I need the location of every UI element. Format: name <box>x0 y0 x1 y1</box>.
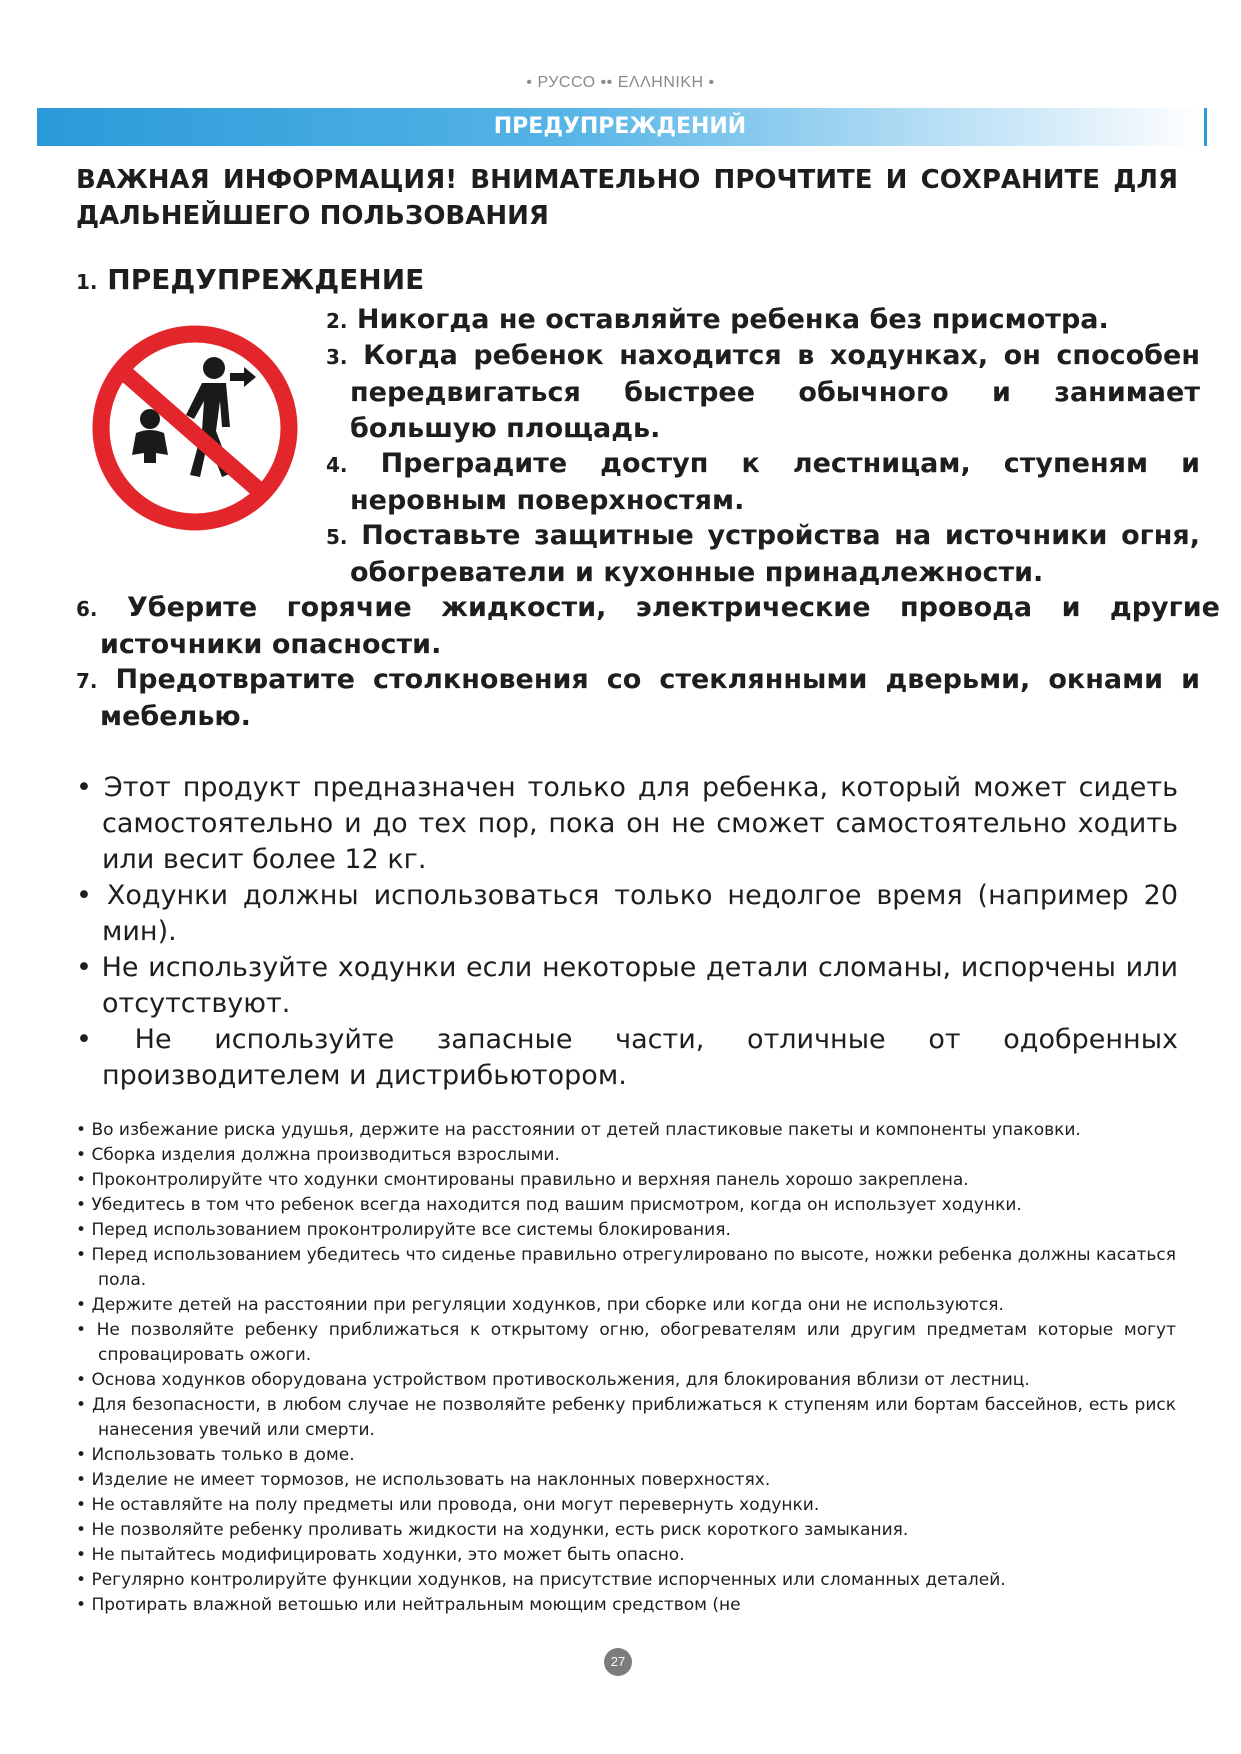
warning-item: 6. Уберите горячие жидкости, электрические провода и другие источники опасности. <box>76 592 1220 660</box>
list-item: • Не оставляйте на полу предметы или провода, они могут перевернуть ходунки. <box>76 1495 820 1515</box>
page-number: 27 <box>604 1648 632 1676</box>
adult-head-icon <box>203 357 225 379</box>
list-item: • Регулярно контролируйте функции ходунков, на присутствие испорченных или сломанных деталей. <box>76 1570 1006 1590</box>
warning-item: 4. Преградите доступ к лестницам, ступеням и неровным поверхностям. <box>326 448 1200 516</box>
list-item: • Этот продукт предназначен только для ребенка, который может сидеть самостоятельно и до тех пор, пока он не сможет самостоятельно ходить или весит более 12 кг. <box>76 772 1178 875</box>
list-item: • Не используйте ходунки если некоторые детали сломаны, испорчены или отсутствуют. <box>76 952 1178 1019</box>
list-item: • Не позволяйте ребенку приближаться к открытому огню, обогревателям или другим предметам которые могут спровацировать ожоги. <box>76 1320 1176 1365</box>
list-item: • Перед использованием проконтролируйте все системы блокирования. <box>76 1220 731 1240</box>
warning-item: 3. Когда ребенок находится в ходунках, он способен передвигаться быстрее обычного и занимает большую площадь. <box>326 340 1201 444</box>
language-header: • РУССО •• ΕΛΛΗΝΙΚΗ • <box>526 74 715 91</box>
list-item: • Для безопасности, в любом случае не позволяйте ребенку приближаться к ступеням или бортам бассейнов, есть риск нанесения увечий или смерти. <box>76 1395 1176 1440</box>
list-item: • Убедитесь в том что ребенок всегда находится под вашим присмотром, когда он использует ходунки. <box>76 1195 1022 1215</box>
warning-item: 5. Поставьте защитные устройства на источники огня, обогреватели и кухонные принадлежности. <box>326 520 1200 588</box>
warning-heading <box>76 262 424 300</box>
warning-heading-number: 1. <box>76 270 98 294</box>
list-item: • Ходунки должны использоваться только недолгое время (например 20 мин). <box>76 880 1178 947</box>
list-item: • Держите детей на расстоянии при регуляции ходунков, при сборке или когда они не используются. <box>76 1295 1004 1315</box>
list-item: • Перед использованием убедитесь что сиденье правильно отрегулировано по высоте, ножки ребенка должны касаться пола. <box>76 1245 1176 1290</box>
large-bullet-list <box>76 770 1178 1094</box>
list-item: • Протирать влажной ветошью или нейтральным моющим средством (не <box>76 1595 741 1615</box>
list-item: • Не пытайтесь модифицировать ходунки, это может быть опасно. <box>76 1545 685 1565</box>
important-notice: ВАЖНАЯ ИНФОРМАЦИЯ! ВНИМАТЕЛЬНО ПРОЧТИТЕ И СОХРАНИТЕ ДЛЯ ДАЛЬНЕЙШЕГО ПОЛЬЗОВАНИЯ <box>76 165 1178 231</box>
list-item: • Не позволяйте ребенку проливать жидкости на ходунки, есть риск короткого замыкания. <box>76 1520 909 1540</box>
small-bullet-list <box>76 1118 1176 1618</box>
list-item: • Основа ходунков оборудована устройством противоскольжения, для блокирования вблизи от лестниц. <box>76 1370 1030 1390</box>
list-item: • Не используйте запасные части, отличные от одобренных производителем и дистрибьютором. <box>76 1024 1178 1091</box>
warning-item: 2. Никогда не оставляйте ребенка без присмотра. <box>326 304 1109 335</box>
warning-heading-title: ПРЕДУПРЕЖДЕНИЕ <box>107 263 425 296</box>
list-item: • Проконтролируйте что ходунки смонтированы правильно и верхняя панель хорошо закреплена. <box>76 1170 969 1190</box>
list-item: • Использовать только в доме. <box>76 1445 355 1465</box>
list-item: • Изделие не имеет тормозов, не использовать на наклонных поверхностях. <box>76 1470 771 1490</box>
list-item: • Во избежание риска удушья, держите на расстоянии от детей пластиковые пакеты и компоненты упаковки. <box>76 1120 1081 1140</box>
list-item: • Сборка изделия должна производиться взрослыми. <box>76 1145 560 1165</box>
warning-item: 7. Предотвратите столкновения со стеклянными дверьми, окнами и мебелью. <box>76 664 1200 732</box>
section-header-edge-mark <box>1204 108 1207 146</box>
section-title: ПРЕДУПРЕЖДЕНИЙ <box>493 114 747 139</box>
no-leaving-child-unattended-sign-icon <box>90 323 300 533</box>
